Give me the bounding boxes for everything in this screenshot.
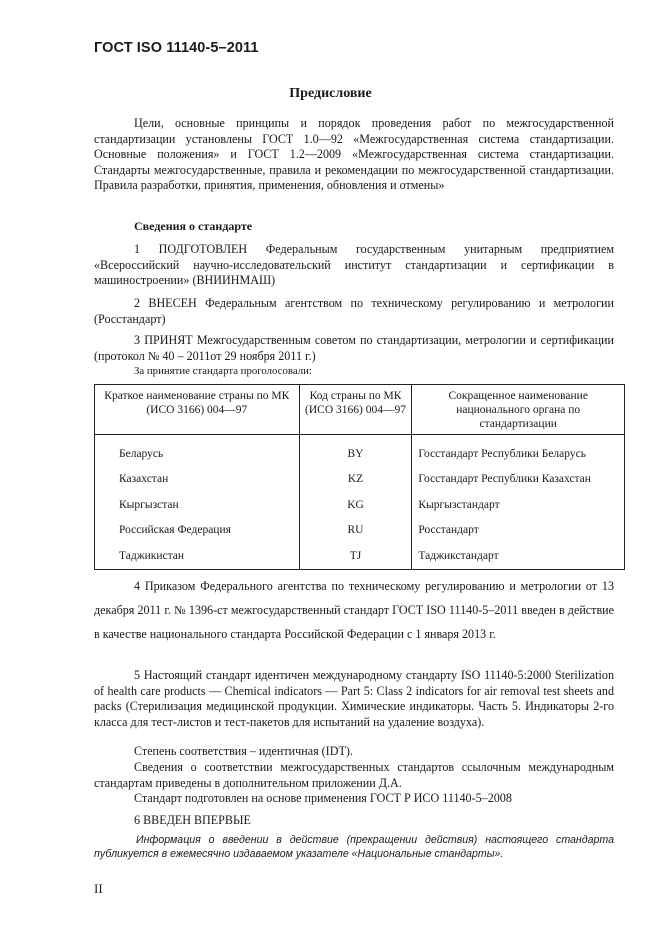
item-5-degree: Степень соответствия – идентичная (IDT). — [134, 744, 353, 758]
item-5-references: Сведения о соответствии межгосударственных стандартов ссылочным международным стандартам приведены в дополнительном приложении Д.А. — [94, 760, 614, 790]
item-4-paragraph: 4 Приказом Федерального агентства по техническому регулированию и метрологии от 13 декабря 2011 г. № 1396-ст межгосударственный стандарт ГОСТ ISO 11140-5–2011 введен в действие в качестве национального стандарта Российской Федерации с 1 января 2013 г. — [94, 579, 614, 641]
standard-code-header: ГОСТ ISO 11140-5–2011 — [94, 40, 259, 56]
column-header-code: Код страны по МК (ИСО 3166) 004—97 — [299, 385, 412, 435]
authority-cell: Росстандарт — [412, 518, 625, 544]
page-title: Предисловие — [289, 86, 372, 101]
publication-note: Информация о введении в действие (прекращении действия) настоящего стандарта публикуется в ежемесячно издаваемом указателе «Национальные стандарты». — [94, 834, 614, 860]
code-cell: KG — [299, 492, 412, 518]
code-cell: TJ — [299, 543, 412, 569]
code-cell: RU — [299, 518, 412, 544]
section-subheading: Сведения о стандарте — [134, 219, 253, 233]
authority-cell: Таджикстандарт — [412, 543, 625, 569]
vote-caption: За принятие стандарта проголосовали: — [134, 365, 312, 377]
voting-countries-table — [94, 384, 625, 570]
item-5-basis: Стандарт подготовлен на основе применения ГОСТ Р ИСО 11140-5–2008 — [134, 791, 512, 805]
code-cell: KZ — [299, 467, 412, 493]
column-header-authority: Сокращенное наименование национального органа по стандартизации — [412, 385, 625, 435]
country-cell: Таджикистан — [95, 543, 300, 569]
country-cell: Российская Федерация — [95, 518, 300, 544]
intro-paragraph: Цели, основные принципы и порядок проведения работ по межгосударственной стандартизации установлены ГОСТ 1.0—92 «Межгосударственная система стандартизации. Основные положения» и ГОСТ 1.2—2009 «Межгосударственная система стандартизации. Стандарты межгосударственные, правила и рекомендации по межгосударственной стандартизации. Правила разработки, принятия, применения, обновления и отмены» — [94, 116, 614, 193]
authority-cell: Госстандарт Республики Беларусь — [412, 435, 625, 467]
column-header-country: Краткое наименование страны по МК (ИСО 3166) 004—97 — [95, 385, 300, 435]
authority-cell: Кыргызстандарт — [412, 492, 625, 518]
item-5-paragraph: 5 Настоящий стандарт идентичен международному стандарту ISO 11140-5:2000 Sterilization of health care products — Chemical indicators — Part 5: Class 2 indicators for air removal test sheets and packs (Стерилизация медицинской продукции. Химические индикаторы. Часть 5. Индикаторы 2-го класса для тест-листов и тест-пакетов для испытаний на удаление воздуха). — [94, 668, 614, 729]
table-row — [95, 518, 625, 544]
table-header-row — [95, 385, 625, 435]
item-3-paragraph: 3 ПРИНЯТ Межгосударственным советом по стандартизации, метрологии и сертификации (протокол № 40 – 2011от 29 ноября 2011 г.) — [94, 333, 614, 363]
item-6-paragraph: 6 ВВЕДЕН ВПЕРВЫЕ — [134, 813, 251, 827]
table-row — [95, 467, 625, 493]
country-cell: Беларусь — [95, 435, 300, 467]
table-row — [95, 492, 625, 518]
item-1-paragraph: 1 ПОДГОТОВЛЕН Федеральным государственным унитарным предприятием «Всероссийский научно-исследовательский институт стандартизации и сертификации в машиностроении» (ВНИИНМАШ) — [94, 242, 614, 288]
table-row — [95, 543, 625, 569]
page-number: II — [94, 881, 103, 896]
country-cell: Казахстан — [95, 467, 300, 493]
table-row — [95, 435, 625, 467]
country-cell: Кыргызстан — [95, 492, 300, 518]
authority-cell: Госстандарт Республики Казахстан — [412, 467, 625, 493]
item-2-paragraph: 2 ВНЕСЕН Федеральным агентством по техническому регулированию и метрологии (Росстандарт) — [94, 296, 614, 326]
code-cell: BY — [299, 435, 412, 467]
